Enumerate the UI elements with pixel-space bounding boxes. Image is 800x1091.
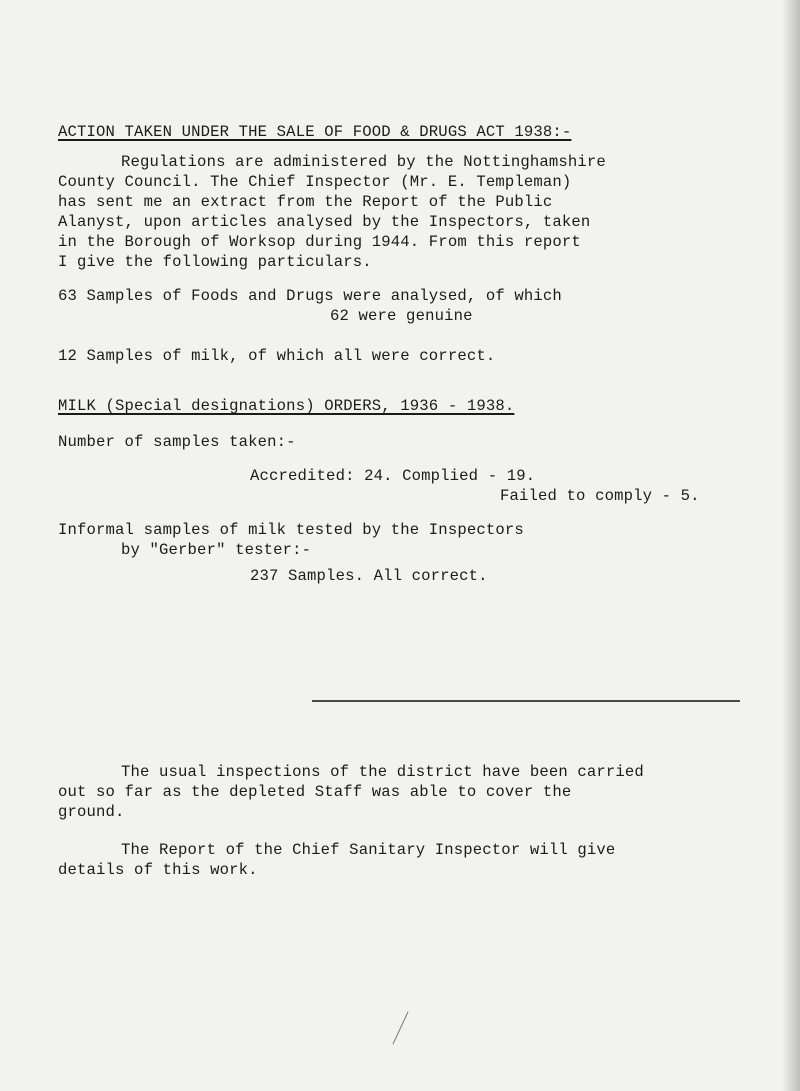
foods-line-2: 62 were genuine bbox=[330, 307, 473, 325]
informal-line-2: by "Gerber" tester:- bbox=[121, 541, 312, 559]
inspections-line-3: ground. bbox=[58, 803, 125, 821]
intro-line-6: I give the following particulars. bbox=[58, 253, 372, 271]
intro-line-3: has sent me an extract from the Report of the Public bbox=[58, 193, 553, 211]
intro-line-4: Alanyst, upon articles analysed by the Inspectors, taken bbox=[58, 213, 591, 231]
report-line-1: The Report of the Chief Sanitary Inspector will give bbox=[121, 841, 616, 859]
report-line-2: details of this work. bbox=[58, 861, 258, 879]
section-divider bbox=[312, 700, 740, 702]
intro-line-1: Regulations are administered by the Nottinghamshire bbox=[121, 153, 606, 171]
number-taken-line: Number of samples taken:- bbox=[58, 433, 296, 451]
pen-mark bbox=[392, 1011, 408, 1044]
intro-line-5: in the Borough of Worksop during 1944. From this report bbox=[58, 233, 581, 251]
failed-line: Failed to comply - 5. bbox=[500, 487, 700, 505]
milk-samples-line: 12 Samples of milk, of which all were correct. bbox=[58, 347, 496, 365]
inspections-line-1: The usual inspections of the district have been carried bbox=[121, 763, 644, 781]
intro-line-2: County Council. The Chief Inspector (Mr. E. Templeman) bbox=[58, 173, 572, 191]
foods-line-1: 63 Samples of Foods and Drugs were analysed, of which bbox=[58, 287, 562, 305]
section-heading: ACTION TAKEN UNDER THE SALE OF FOOD & DRUGS ACT 1938:- bbox=[58, 123, 572, 141]
milk-orders-heading: MILK (Special designations) ORDERS, 1936 - 1938. bbox=[58, 397, 515, 415]
page-edge-shadow bbox=[782, 0, 800, 1091]
inspections-line-2: out so far as the depleted Staff was able to cover the bbox=[58, 783, 572, 801]
informal-result-line: 237 Samples. All correct. bbox=[250, 567, 488, 585]
accredited-line: Accredited: 24. Complied - 19. bbox=[250, 467, 536, 485]
informal-line-1: Informal samples of milk tested by the Inspectors bbox=[58, 521, 524, 539]
